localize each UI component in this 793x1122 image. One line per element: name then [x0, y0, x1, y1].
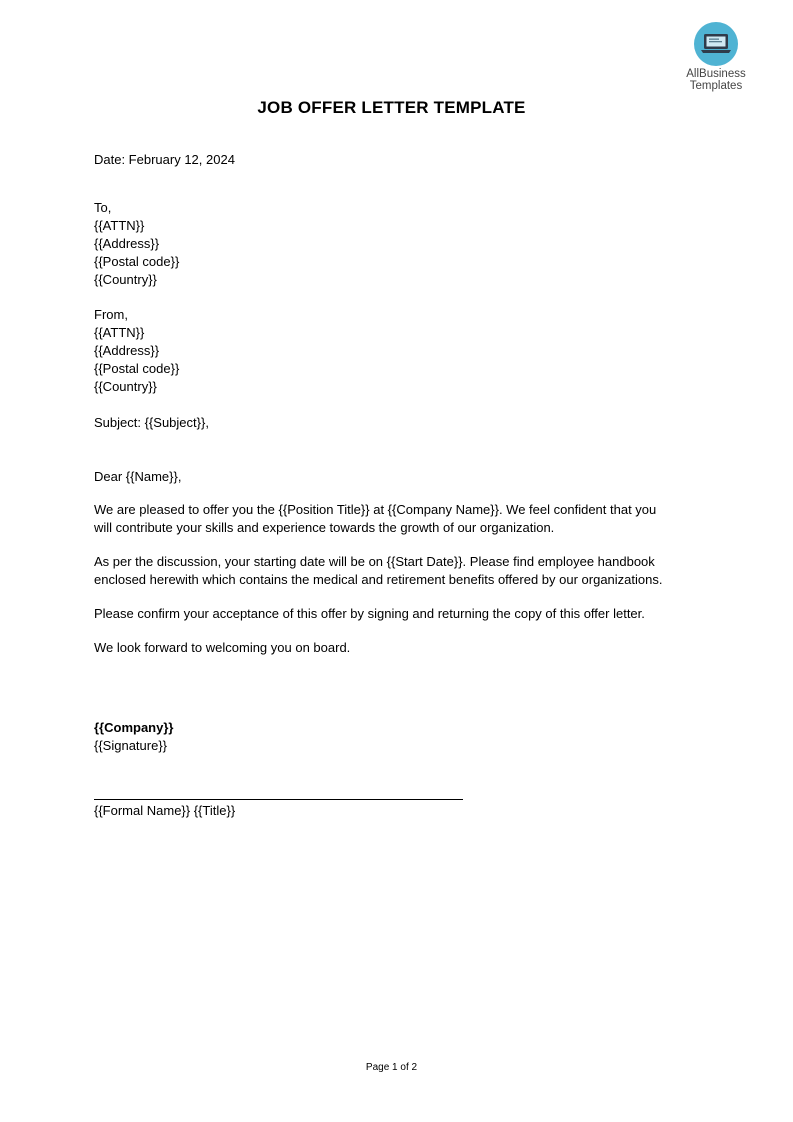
paragraph-2-line-2: enclosed herewith which contains the medical and retirement benefits offered by our organizations.	[94, 572, 663, 587]
signature-line	[94, 799, 463, 800]
to-attn: {{ATTN}}	[94, 218, 145, 233]
paragraph-1-line-2: will contribute your skills and experience towards the growth of our organization.	[94, 520, 555, 535]
paragraph-2-line-1: As per the discussion, your starting date will be on {{Start Date}}. Please find employee handbook	[94, 554, 655, 569]
page-title: JOB OFFER LETTER TEMPLATE	[257, 98, 526, 117]
to-address: {{Address}}	[94, 236, 160, 251]
paragraph-1-line-1: We are pleased to offer you the {{Position Title}} at {{Company Name}}. We feel confident that you	[94, 502, 657, 517]
page-number: Page 1 of 2	[365, 1062, 418, 1073]
date-line: Date: February 12, 2024	[94, 152, 235, 167]
paragraph-3: Please confirm your acceptance of this offer by signing and returning the copy of this offer letter.	[94, 606, 645, 621]
from-attn: {{ATTN}}	[94, 325, 145, 340]
logo-line-1: AllBusiness	[686, 68, 746, 80]
formal-name-title: {{Formal Name}} {{Title}}	[94, 803, 236, 818]
to-greeting: To,	[94, 200, 112, 215]
salutation: Dear {{Name}},	[94, 469, 182, 484]
from-postal-code: {{Postal code}}	[94, 361, 180, 376]
logo	[676, 22, 756, 92]
to-postal-code: {{Postal code}}	[94, 254, 180, 269]
from-address: {{Address}}	[94, 343, 160, 358]
subject-line: Subject: {{Subject}},	[94, 415, 209, 430]
from-greeting: From,	[94, 307, 128, 322]
paragraph-4: We look forward to welcoming you on board.	[94, 640, 351, 655]
logo-line-2: Templates	[689, 80, 743, 92]
closing-signature: {{Signature}}	[94, 738, 168, 753]
laptop-icon	[694, 22, 738, 66]
closing-company: {{Company}}	[94, 720, 174, 735]
to-country: {{Country}}	[94, 272, 157, 287]
from-country: {{Country}}	[94, 379, 157, 394]
